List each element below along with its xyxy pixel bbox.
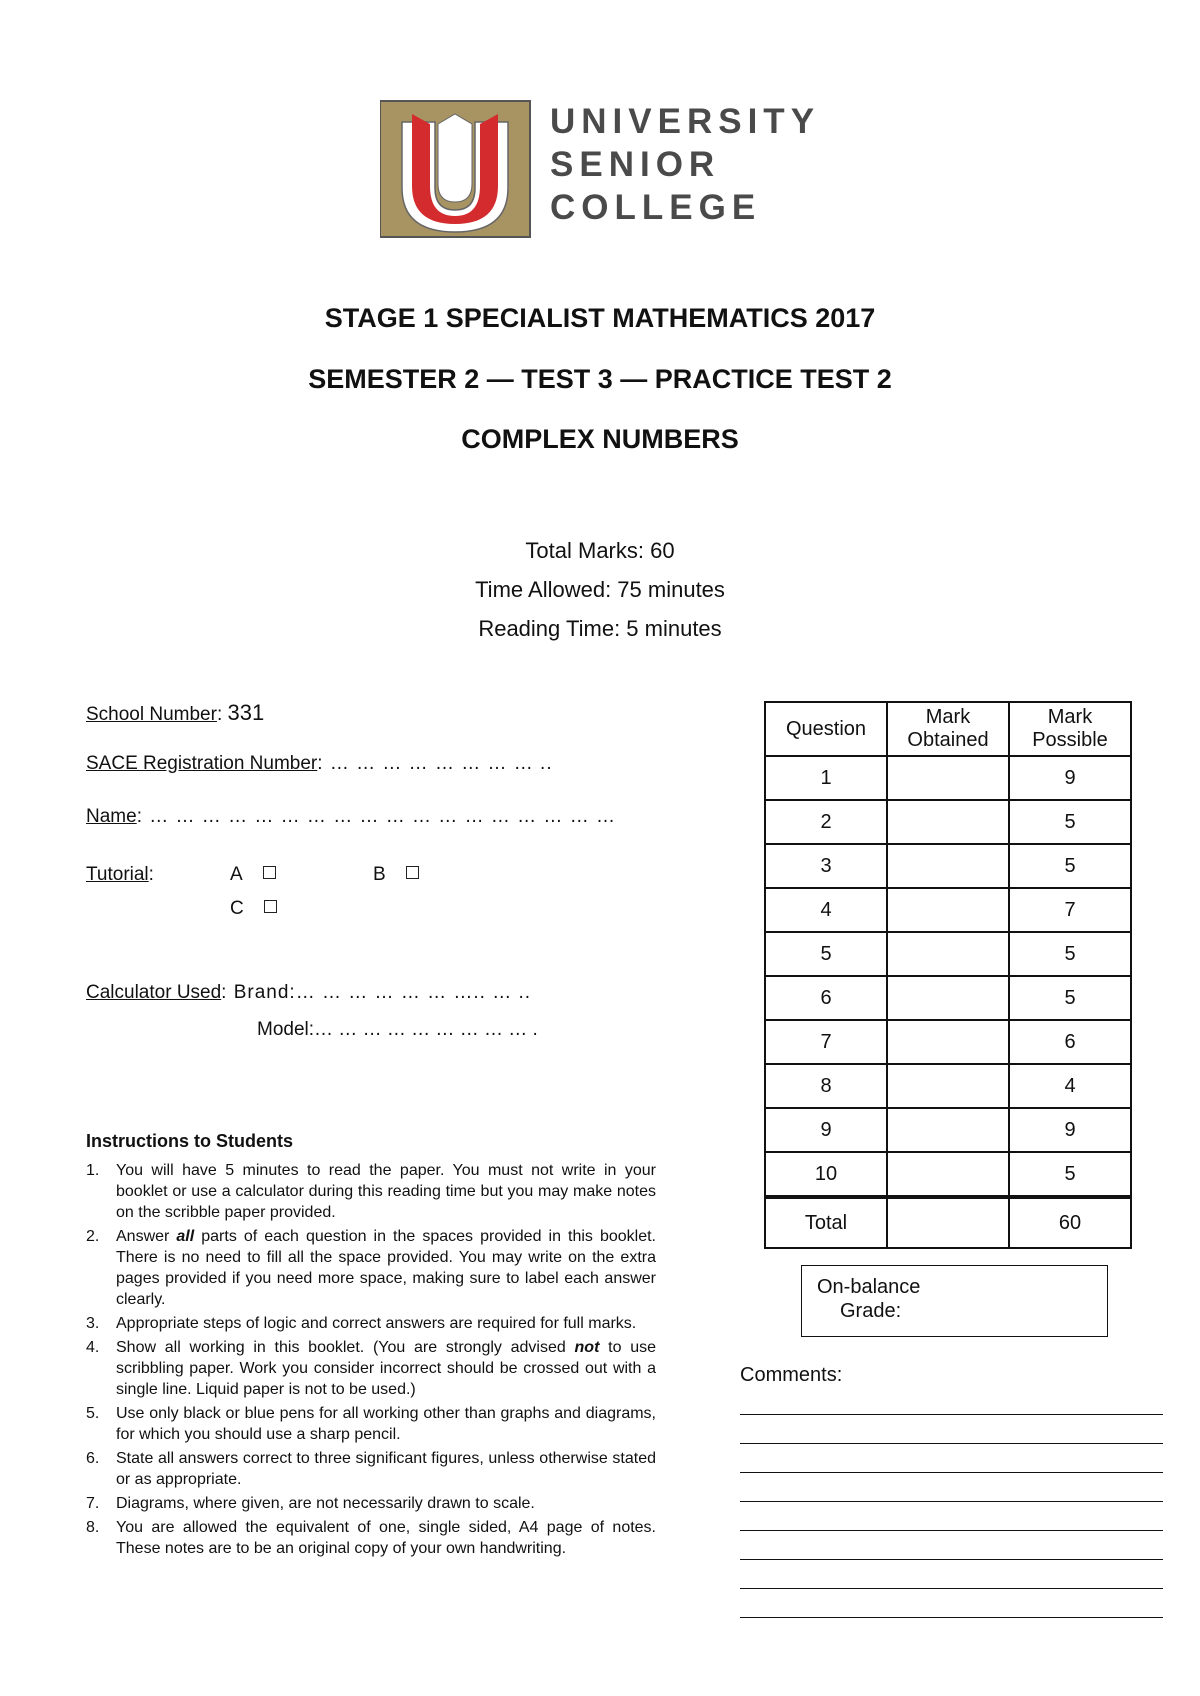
checkbox-c[interactable] (264, 900, 277, 913)
question-number: 9 (765, 1108, 887, 1152)
instruction-text: State all answers correct to three significant figures, unless otherwise stated or as appropriate. (116, 1450, 656, 1488)
instruction-number: 5. (86, 1405, 100, 1422)
name-dots: : … … … … … … … … … … … … … … … … … … (136, 806, 616, 827)
comment-line[interactable] (740, 1617, 1163, 1618)
question-number: 3 (765, 844, 887, 888)
question-number: 5 (765, 932, 887, 976)
mark-obtained-cell[interactable] (887, 1152, 1009, 1197)
mark-obtained-cell[interactable] (887, 976, 1009, 1020)
instruction-text-post: to use scribbling paper. Work you consider incorrect should be crossed out with a single line. Liquid paper is not to be used.) (116, 1339, 656, 1398)
tutorial-option-b[interactable] (373, 864, 419, 886)
mark-possible-cell: 5 (1009, 976, 1131, 1020)
school-number-label: School Number (86, 704, 217, 725)
tutorial-sep: : (148, 864, 154, 885)
school-number-value: 331 (227, 700, 265, 725)
calculator-brand: : Brand:… … … … … … ….. … .. (221, 982, 532, 1003)
total-obtained-cell[interactable] (887, 1197, 1009, 1248)
mark-possible-cell: 5 (1009, 844, 1131, 888)
instructions-heading: Instructions to Students (86, 1131, 293, 1151)
instruction-text: You will have 5 minutes to read the paper. You must not write in your booklet or use a calculator during this reading time but you may make notes on the scribble paper provided. (116, 1162, 656, 1221)
instruction-text: Appropriate steps of logic and correct answers are required for full marks. (116, 1315, 637, 1332)
mark-obtained-cell[interactable] (887, 932, 1009, 976)
table-row (765, 888, 1131, 932)
school-number-field (86, 700, 264, 726)
name-field[interactable] (86, 806, 616, 828)
question-number: 4 (765, 888, 887, 932)
total-marks: Total Marks: 60 (525, 538, 675, 563)
mark-possible-cell: 5 (1009, 932, 1131, 976)
question-number: 7 (765, 1020, 887, 1064)
calculator-label: Calculator Used (86, 982, 222, 1003)
grade-label-line2: Grade: (840, 1300, 902, 1322)
instruction-number: 4. (86, 1339, 100, 1356)
instruction-number: 3. (86, 1315, 100, 1332)
table-row (765, 844, 1131, 888)
checkbox-b[interactable] (406, 866, 419, 879)
instruction-text-pre: Answer (116, 1228, 177, 1245)
tutorial-option-c-label: C (230, 898, 244, 919)
table-row (765, 1108, 1131, 1152)
mark-obtained-cell[interactable] (887, 1020, 1009, 1064)
comment-line[interactable] (740, 1588, 1163, 1589)
instruction-number: 8. (86, 1519, 100, 1536)
tutorial-field (86, 864, 154, 886)
calculator-field[interactable] (86, 982, 531, 1004)
grade-label-line1: On-balance (817, 1276, 921, 1298)
instruction-text-post: parts of each question in the spaces provided in this booklet. There is no need to fill all the space provided. You may write on the extra pages provided if you need more space, making sure to label each answer clearly. (116, 1228, 657, 1308)
mark-possible-cell: 9 (1009, 1108, 1131, 1152)
marks-table (764, 701, 1132, 1249)
question-number: 2 (765, 800, 887, 844)
mark-obtained-cell[interactable] (887, 800, 1009, 844)
tutorial-label: Tutorial (86, 864, 149, 885)
sace-registration-label: SACE Registration Number (86, 753, 318, 774)
mark-obtained-cell[interactable] (887, 1064, 1009, 1108)
title-course: STAGE 1 SPECIALIST MATHEMATICS 2017 (324, 303, 876, 333)
comment-line[interactable] (740, 1414, 1163, 1415)
header-mark-obtained (887, 702, 1009, 756)
header-question: Question (765, 702, 887, 756)
table-row (765, 1064, 1131, 1108)
instruction-item (86, 1313, 656, 1334)
sace-registration-field[interactable] (86, 753, 553, 775)
mark-possible-cell: 6 (1009, 1020, 1131, 1064)
title-test: SEMESTER 2 — TEST 3 — PRACTICE TEST 2 (308, 364, 892, 394)
instruction-number: 2. (86, 1228, 100, 1245)
mark-obtained-cell[interactable] (887, 1108, 1009, 1152)
instruction-number: 1. (86, 1162, 100, 1179)
comment-line[interactable] (740, 1443, 1163, 1444)
reading-time: Reading Time: 5 minutes (478, 616, 722, 641)
sace-registration-dots: : … … … … … … … … .. (317, 753, 553, 774)
table-row (765, 1020, 1131, 1064)
table-row (765, 800, 1131, 844)
table-row (765, 756, 1131, 800)
instruction-text-pre: Show all working in this booklet. (You are strongly advised (116, 1339, 575, 1356)
mark-possible-cell: 9 (1009, 756, 1131, 800)
comment-line[interactable] (740, 1472, 1163, 1473)
mark-possible-cell: 7 (1009, 888, 1131, 932)
instruction-text: You are allowed the equivalent of one, single sided, A4 page of notes. These notes are to be an original copy of your own handwriting. (116, 1519, 656, 1557)
instruction-text: Diagrams, where given, are not necessarily drawn to scale. (116, 1495, 535, 1512)
total-possible: 60 (1009, 1197, 1131, 1248)
mark-obtained-cell[interactable] (887, 756, 1009, 800)
question-number: 6 (765, 976, 887, 1020)
mark-possible-cell: 5 (1009, 1152, 1131, 1197)
name-label: Name (86, 806, 137, 827)
school-number-sep: : (216, 704, 228, 725)
instruction-item (86, 1403, 656, 1445)
total-label: Total (765, 1197, 887, 1248)
on-balance-grade-box[interactable] (801, 1265, 1108, 1337)
comment-line[interactable] (740, 1501, 1163, 1502)
question-number: 10 (765, 1152, 887, 1197)
instruction-emphasis: not (574, 1339, 600, 1356)
logo-text-senior: SENIOR (550, 145, 721, 184)
logo-text-college: COLLEGE (550, 188, 762, 227)
instructions-list (86, 1160, 656, 1562)
instruction-number: 6. (86, 1450, 100, 1467)
instruction-emphasis: all (176, 1228, 195, 1245)
instruction-item (86, 1160, 656, 1223)
comment-line[interactable] (740, 1530, 1163, 1531)
instruction-number: 7. (86, 1495, 100, 1512)
header-mark-possible-text: Mark Possible (1032, 706, 1108, 751)
tutorial-option-a[interactable] (230, 864, 276, 886)
time-allowed: Time Allowed: 75 minutes (475, 577, 725, 602)
table-header-row (765, 702, 1131, 756)
instruction-item (86, 1337, 656, 1400)
mark-possible-cell: 5 (1009, 800, 1131, 844)
calculator-model[interactable]: Model:… … … … … … … … … . (257, 1019, 538, 1040)
header-mark-obtained-text: Mark Obtained (907, 706, 989, 751)
table-row (765, 976, 1131, 1020)
instruction-item (86, 1493, 656, 1514)
checkbox-a[interactable] (263, 866, 276, 879)
comment-line[interactable] (740, 1559, 1163, 1560)
table-row (765, 932, 1131, 976)
title-topic: COMPLEX NUMBERS (461, 424, 739, 454)
tutorial-option-c[interactable] (230, 898, 277, 920)
mark-obtained-cell[interactable] (887, 888, 1009, 932)
tutorial-option-b-label: B (373, 864, 386, 885)
instruction-item (86, 1226, 656, 1310)
tutorial-option-a-label: A (230, 864, 243, 885)
comments-label: Comments: (740, 1364, 843, 1386)
instruction-item (86, 1448, 656, 1490)
logo-text-university: UNIVERSITY (550, 102, 821, 141)
mark-possible-cell: 4 (1009, 1064, 1131, 1108)
mark-obtained-cell[interactable] (887, 844, 1009, 888)
table-row (765, 1152, 1131, 1197)
header-mark-possible (1009, 702, 1131, 756)
instruction-item (86, 1517, 656, 1559)
instruction-text: Use only black or blue pens for all working other than graphs and diagrams, for which you should use a sharp pencil. (116, 1405, 656, 1443)
question-number: 8 (765, 1064, 887, 1108)
total-row (765, 1197, 1131, 1248)
question-number: 1 (765, 756, 887, 800)
